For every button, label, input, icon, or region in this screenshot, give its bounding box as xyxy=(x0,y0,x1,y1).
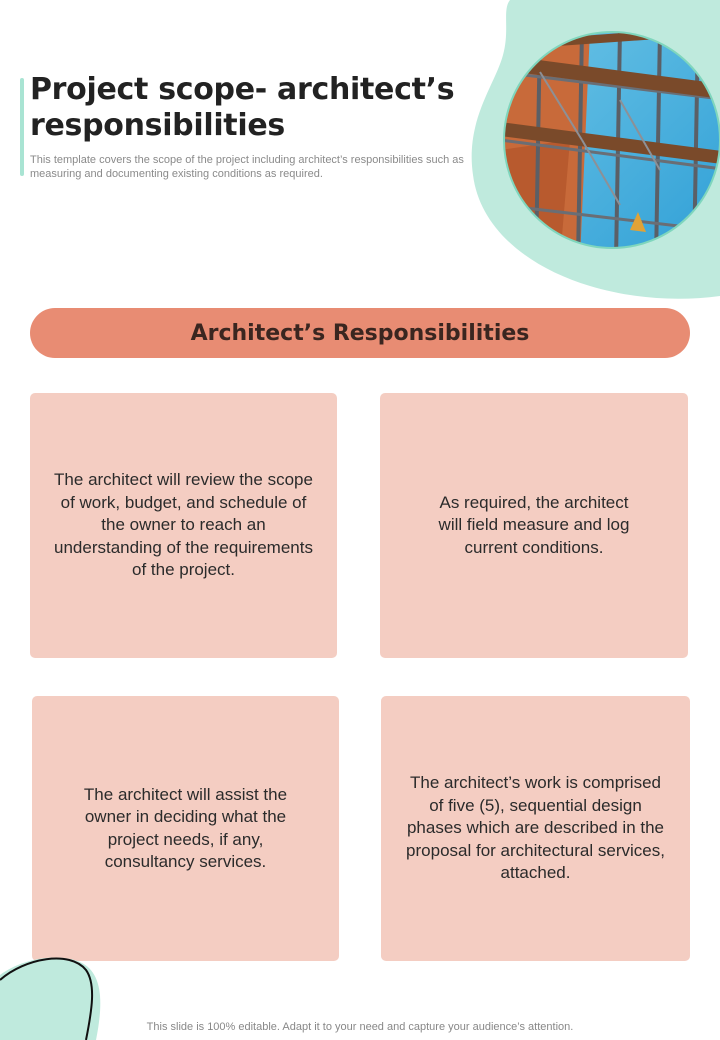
responsibility-card xyxy=(381,696,690,961)
footer-note: This slide is 100% editable. Adapt it to your need and capture your audience’s attention. xyxy=(146,1021,574,1033)
responsibility-card xyxy=(380,393,688,658)
card-text: As required, the architect will field measure and log current conditions. xyxy=(438,492,630,557)
card-text: The architect’s work is comprised of five (5), sequential design phases which are described in the proposal for architectural services, attached. xyxy=(406,773,665,883)
responsibility-card xyxy=(32,696,339,961)
page-subtitle: This template covers the scope of the project including architect’s responsibilities such as measuring and documenting existing conditions as required. xyxy=(30,154,464,180)
scaffolding-photo xyxy=(470,0,720,300)
banner-title: Architect’s Responsibilities xyxy=(190,320,530,346)
responsibility-card xyxy=(30,393,337,658)
card-text: The architect will assist the owner in deciding what the project needs, if any, consultancy services. xyxy=(83,784,288,871)
title-accent-bar xyxy=(20,78,24,176)
page-title: Project scope- architect’s responsibilities xyxy=(30,72,455,143)
responsibilities-banner xyxy=(30,308,690,358)
card-text: The architect will review the scope of work, budget, and schedule of the owner to reach an understanding of the requirements of the project. xyxy=(54,470,313,580)
